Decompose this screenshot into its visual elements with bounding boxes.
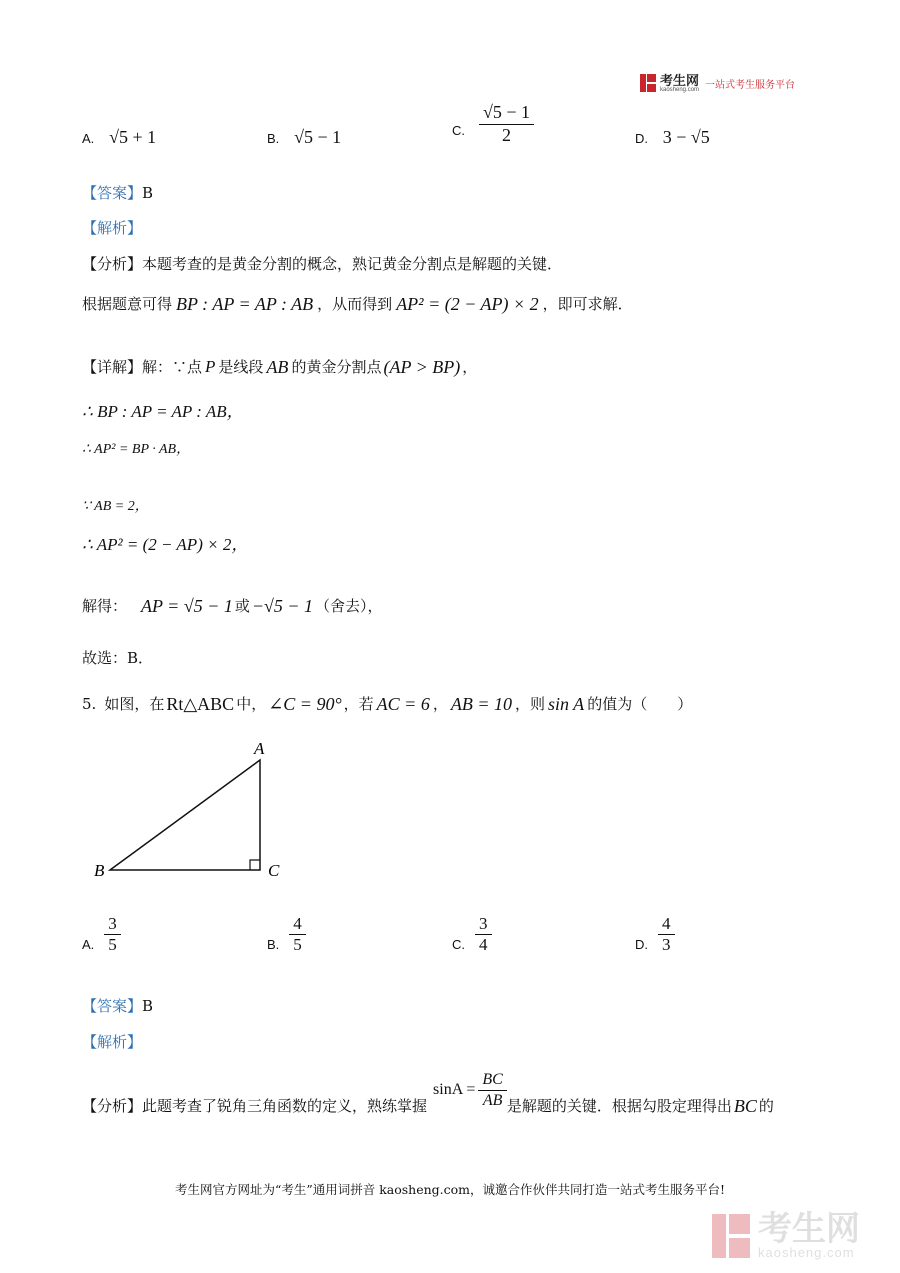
footer-text: 考生网官方网址为“考生”通用词拼音 kaosheng.com，诚邀合作伙伴共同打造一站式考生服务平台! — [174, 1182, 726, 1197]
q4-fenxi: 【分析】本题考查的是黄金分割的概念，熟记黄金分割点是解题的关键． — [82, 255, 563, 273]
q4-option-a: A. √5 + 1 — [82, 127, 157, 147]
q4-step3: ∵ AB = 2， — [82, 499, 149, 514]
right-angle-mark — [250, 860, 260, 870]
watermark-text: 考生网 — [758, 1210, 860, 1248]
watermark-mark-icon — [712, 1214, 750, 1258]
logo-mark-icon — [640, 74, 656, 92]
q4-step2: ∴ AP² = BP · AB， — [82, 442, 191, 457]
logo-slogan: 一站式考生服务平台 — [705, 79, 796, 91]
q4-detail: 【详解】 解：∵点 P 是线段 AB 的黄金分割点 (AP > BP) ， — [82, 357, 478, 377]
watermark — [712, 1212, 860, 1259]
q5-answer: 【答案】B — [82, 997, 154, 1015]
q5-option-b: B. $\frac{4}{5}$ — [267, 914, 306, 956]
q4-answer: 【答案】B — [82, 184, 154, 202]
q4-option-b: B. √5 − 1 — [267, 127, 342, 147]
q4-line2: 根据题意可得 BP : AP = AP : AB ，从而得到 AP² = (2 − AP) × 2 ，即可求解． — [82, 294, 633, 314]
triangle-abc — [110, 760, 260, 870]
logo-text: 考生网 — [660, 72, 700, 88]
q4-option-d: D. 3 − √5 — [635, 127, 710, 147]
q4-option-c: C. $\frac{√5 - 1}{2}$ — [452, 102, 534, 146]
watermark-sub: kaosheng.com — [758, 1245, 855, 1260]
q4-choose: 故选：B． — [82, 649, 154, 667]
vertex-c-label: C — [268, 861, 280, 880]
q4-analysis-tag: 【解析】 — [82, 219, 143, 237]
q4-solve: 解得： AP = √5 − 1 或 −√5 − 1 （舍去）， — [82, 596, 383, 616]
q4-step1: ∴ BP : AP = AP : AB， — [82, 402, 244, 421]
header-logo — [640, 72, 795, 94]
q5-option-d: D. $\frac{4}{3}$ — [635, 914, 675, 956]
vertex-b-label: B — [94, 861, 105, 880]
q5-triangle-figure — [88, 730, 308, 890]
logo-sub: kaosheng.com — [660, 86, 700, 93]
q5-analysis-tag: 【解析】 — [82, 1033, 143, 1051]
q5-option-c: C. $\frac{3}{4}$ — [452, 914, 492, 956]
q5-stem: 5. 如图，在 Rt△ABC 中， ∠C = 90° ，若 AC = 6 ， AB = 10 ，则 sin A 的值为（ ） — [82, 694, 693, 714]
vertex-a-label: A — [254, 739, 265, 758]
q5-fenxi: 【分析】 此题考查了锐角三角函数的定义，熟练掌握 sinA = $\frac{BC}{AB}$ 是解题的关键．根据勾股定理得出 BC 的 — [82, 1071, 774, 1116]
q4-step4: ∴ AP² = (2 − AP) × 2， — [82, 535, 249, 554]
q5-option-a: A. $\frac{3}{5}$ — [82, 914, 121, 956]
